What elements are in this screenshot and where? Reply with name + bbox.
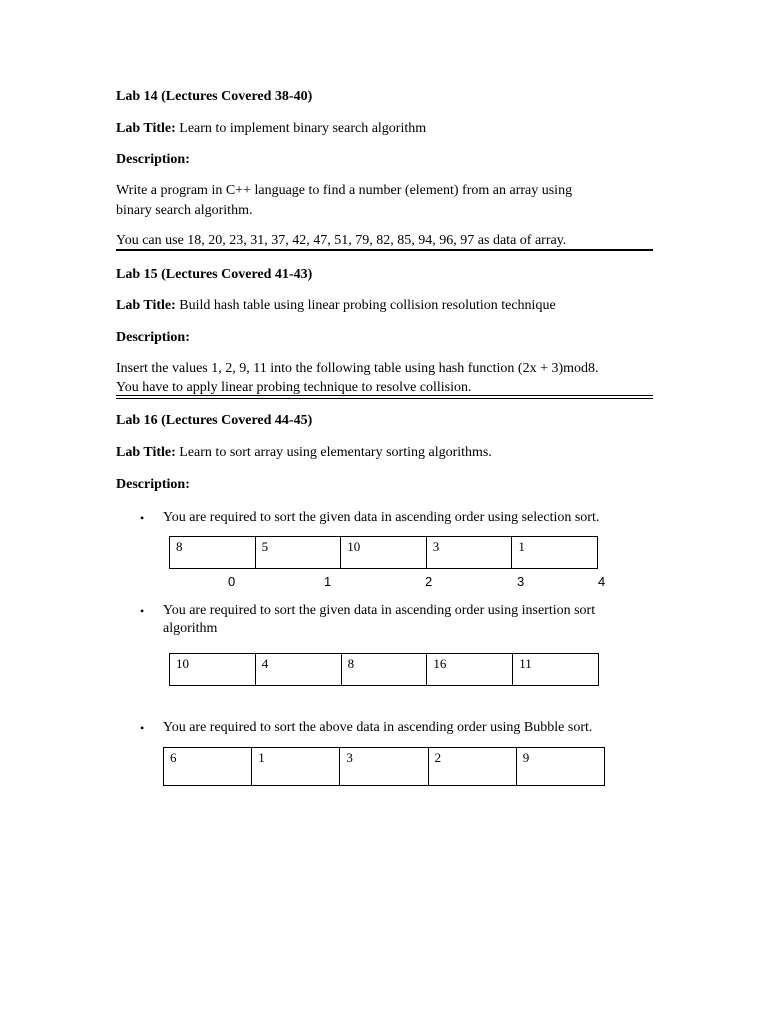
- lab16-title-line: [116, 444, 492, 462]
- array-cell: 2: [428, 748, 516, 786]
- task3-text: You are required to sort the above data in ascending order using Bubble sort.: [163, 720, 593, 735]
- selection-sort-array: [169, 536, 598, 569]
- lab15-description-line2: You have to apply linear probing technique to resolve collision.: [116, 380, 472, 395]
- lab16-title-label: Lab Title:: [116, 445, 176, 460]
- task2-text-line2: algorithm: [163, 621, 218, 636]
- lab15-title-text: Build hash table using linear probing collision resolution technique: [179, 298, 556, 313]
- lab14-title-line: [116, 120, 426, 138]
- array-index: 2: [425, 574, 433, 589]
- lab14-title-label: Lab Title:: [116, 121, 176, 136]
- lab14-description-line1: Write a program in C++ language to find a number (element) from an array using: [116, 183, 573, 198]
- array-cell: 10: [341, 537, 427, 569]
- array-cell: 1: [512, 537, 598, 569]
- lab14-description-label: Description:: [116, 152, 190, 167]
- array-index: 1: [324, 574, 332, 589]
- lab15-title-line: [116, 297, 556, 315]
- lab14-description-line2: binary search algorithm.: [116, 203, 253, 218]
- array-cell: 3: [340, 748, 428, 786]
- bullet-icon: •: [140, 511, 145, 525]
- lab14-data-line: You can use 18, 20, 23, 31, 37, 42, 47, 51, 79, 82, 85, 94, 96, 97 as data of array.: [116, 233, 567, 248]
- lab16-heading: Lab 16 (Lectures Covered 44-45): [116, 413, 313, 428]
- array-cell: 5: [255, 537, 341, 569]
- bubble-sort-array: [163, 747, 605, 786]
- task1-text: You are required to sort the given data in ascending order using selection sort.: [163, 510, 600, 525]
- array-index: 4: [598, 574, 606, 589]
- array-cell: 16: [427, 654, 513, 686]
- array-cell: 1: [252, 748, 340, 786]
- array-cell: 8: [170, 537, 256, 569]
- lab16-title-text: Learn to sort array using elementary sorting algorithms.: [179, 445, 492, 460]
- lab15-description-line1: Insert the values 1, 2, 9, 11 into the following table using hash function (2x + 3)mod8.: [116, 361, 599, 376]
- array-cell: 3: [426, 537, 512, 569]
- array-cell: 9: [516, 748, 604, 786]
- lab15-title-label: Lab Title:: [116, 298, 176, 313]
- array-cell: 8: [341, 654, 427, 686]
- lab15-description-label: Description:: [116, 330, 190, 345]
- lab16-description-label: Description:: [116, 477, 190, 492]
- array-index: 0: [228, 574, 236, 589]
- lab14-heading: Lab 14 (Lectures Covered 38-40): [116, 89, 313, 104]
- section-divider-double: [116, 395, 653, 399]
- array-cell: 11: [513, 654, 599, 686]
- array-index: 3: [517, 574, 525, 589]
- lab15-heading: Lab 15 (Lectures Covered 41-43): [116, 267, 313, 282]
- task2-text-line1: You are required to sort the given data in ascending order using insertion sort: [163, 603, 596, 618]
- bullet-icon: •: [140, 721, 145, 735]
- insertion-sort-array: [169, 653, 599, 686]
- array-cell: 10: [170, 654, 256, 686]
- array-cell: 6: [164, 748, 252, 786]
- lab14-title-text: Learn to implement binary search algorithm: [179, 121, 427, 136]
- section-divider: [116, 249, 653, 251]
- array-cell: 4: [255, 654, 341, 686]
- bullet-icon: •: [140, 604, 145, 618]
